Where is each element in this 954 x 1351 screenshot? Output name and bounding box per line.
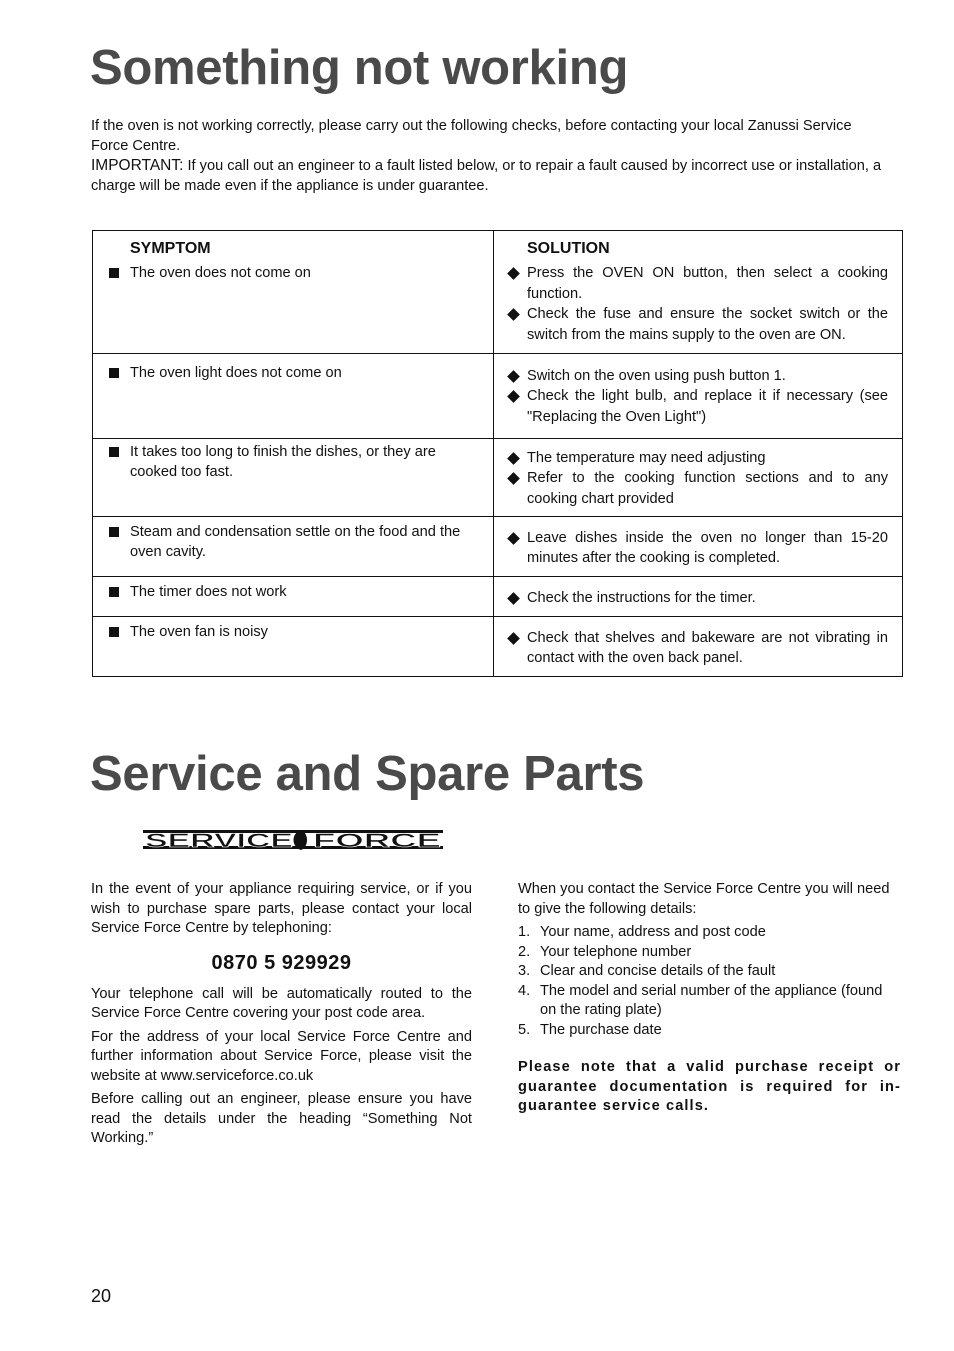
serviceforce-logo xyxy=(143,828,443,852)
symptom-item: The oven fan is noisy xyxy=(93,622,493,642)
symptom-cell xyxy=(93,231,494,354)
solution-header: SOLUTION xyxy=(527,240,610,257)
solution-item: The temperature may need adjusting xyxy=(494,448,902,468)
diamond-bullet-icon xyxy=(506,631,521,646)
square-bullet-icon xyxy=(109,587,119,597)
square-bullet-icon xyxy=(109,527,119,537)
routing-paragraph: Your telephone call will be automatically routed to the Service Force Centre covering your post code area. xyxy=(91,985,472,1021)
square-bullet-icon xyxy=(109,268,119,278)
symptom-cell xyxy=(93,354,494,439)
solution-cell xyxy=(494,231,903,354)
solution-item: Check that shelves and bakeware are not vibrating in contact with the oven back panel. xyxy=(494,628,902,669)
list-item: 3. Clear and concise details of the fault xyxy=(518,963,776,979)
troubleshooting-table xyxy=(92,230,903,677)
symptom-cell xyxy=(93,577,494,617)
diamond-bullet-icon xyxy=(506,389,521,404)
symptom-cell xyxy=(93,617,494,677)
table-row xyxy=(93,231,903,354)
contact-paragraph: In the event of your appliance requiring service, or if you wish to purchase spare parts, please contact your local Service Force Centre by telephoning: xyxy=(91,881,472,936)
important-text: If you call out an engineer to a fault listed below, or to repair a fault caused by incorrect use or installation, a charge will be made even if the appliance is under guarantee. xyxy=(91,158,882,194)
square-bullet-icon xyxy=(109,368,119,378)
solution-item: Check the instructions for the timer. xyxy=(494,588,902,608)
page-title: Something not working xyxy=(90,41,629,95)
diamond-bullet-icon xyxy=(506,591,521,606)
symptom-header: SYMPTOM xyxy=(130,240,211,257)
solution-cell xyxy=(494,354,903,439)
page-number: 20 xyxy=(91,1286,112,1306)
symptom-cell xyxy=(93,439,494,517)
table-row xyxy=(93,439,903,517)
solution-cell xyxy=(494,577,903,617)
solution-cell xyxy=(494,617,903,677)
symptom-item: The timer does not work xyxy=(93,582,493,602)
solution-cell xyxy=(494,439,903,517)
symptom-item: Steam and condensation settle on the food and the oven cavity. xyxy=(93,522,493,563)
details-list xyxy=(518,923,901,1040)
diamond-bullet-icon xyxy=(506,266,521,281)
svg-text:SERVICE: SERVICE xyxy=(145,831,293,852)
symptom-item: The oven does not come on xyxy=(93,263,493,283)
before-calling-paragraph: Before calling out an engineer, please ensure you have read the details under the heading “Something Not Working.” xyxy=(91,1091,472,1146)
guarantee-note: Please note that a valid purchase receipt or guarantee documentation is required for in-guarantee service calls. xyxy=(518,1059,901,1114)
svg-text:FORCE: FORCE xyxy=(313,831,441,852)
website-paragraph: For the address of your local Service Force Centre and further information about Service Force, please visit the website at www.serviceforce.co.uk xyxy=(91,1028,472,1084)
intro-paragraph: If the oven is not working correctly, please carry out the following checks, before contacting your local Zanussi Service Force Centre. xyxy=(91,118,852,154)
solution-item: Press the OVEN ON button, then select a cooking function. xyxy=(494,263,902,304)
solution-item: Check the light bulb, and replace it if necessary (see "Replacing the Oven Light") xyxy=(494,386,902,427)
symptom-item: It takes too long to finish the dishes, or they are cooked too fast. xyxy=(93,442,493,483)
solution-cell xyxy=(494,517,903,577)
solution-item: Leave dishes inside the oven no longer than 15-20 minutes after the cooking is completed. xyxy=(494,528,902,569)
square-bullet-icon xyxy=(109,447,119,457)
diamond-bullet-icon xyxy=(506,531,521,546)
list-item: 4. The model and serial number of the appliance (found on the rating plate) xyxy=(518,982,883,1018)
solution-item: Switch on the oven using push button 1. xyxy=(494,366,902,386)
diamond-bullet-icon xyxy=(506,471,521,486)
solution-item: Check the fuse and ensure the socket switch or the switch from the mains supply to the oven are ON. xyxy=(494,304,902,345)
table-row xyxy=(93,354,903,439)
phone-number: 0870 5 929929 xyxy=(211,951,352,974)
table-row xyxy=(93,617,903,677)
symptom-item: The oven light does not come on xyxy=(93,363,493,383)
diamond-bullet-icon xyxy=(506,307,521,322)
important-paragraph xyxy=(91,156,891,196)
important-label: IMPORTANT: xyxy=(91,157,184,174)
diamond-bullet-icon xyxy=(506,369,521,384)
service-details-column xyxy=(518,880,901,1117)
intro-text xyxy=(91,116,891,196)
table-row xyxy=(93,517,903,577)
section-title: Service and Spare Parts xyxy=(90,747,645,801)
solution-item: Refer to the cooking function sections and to any cooking chart provided xyxy=(494,468,902,509)
square-bullet-icon xyxy=(109,627,119,637)
list-item: 5. The purchase date xyxy=(518,1021,662,1038)
symptom-cell xyxy=(93,517,494,577)
table-row xyxy=(93,577,903,617)
details-intro: When you contact the Service Force Centre you will need to give the following details: xyxy=(518,881,890,917)
service-contact-column xyxy=(91,880,472,1149)
list-item: 1. Your name, address and post code xyxy=(518,924,766,940)
list-item: 2. Your telephone number xyxy=(518,943,692,960)
diamond-bullet-icon xyxy=(506,451,521,466)
